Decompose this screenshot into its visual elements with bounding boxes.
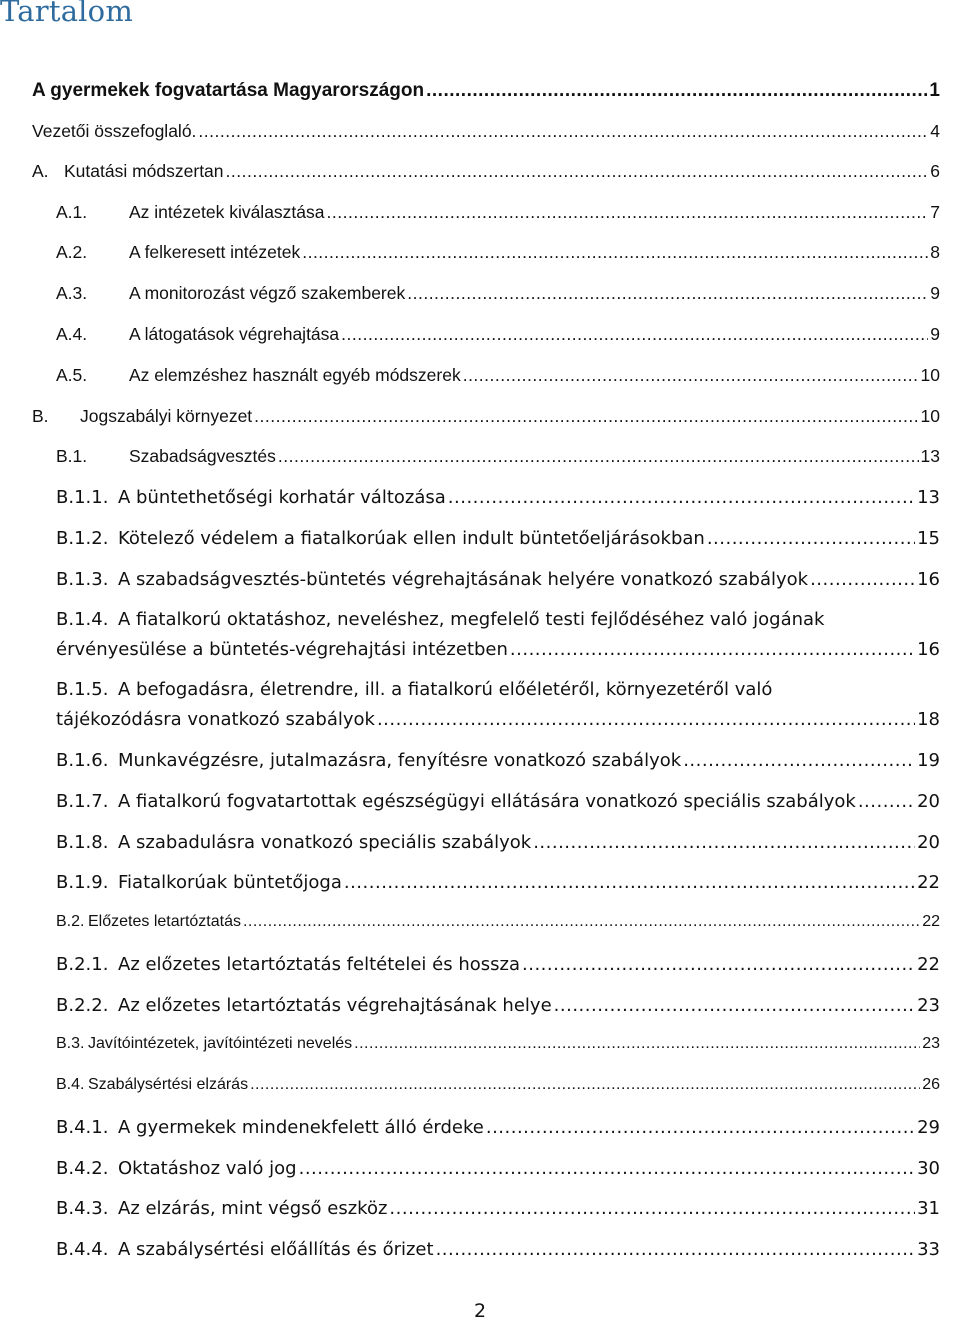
dot-leader [707,528,915,549]
toc-entry-number: B.4.1. [56,1117,109,1138]
toc-entry-title: Oktatáshoz való jog [118,1158,297,1179]
toc-entry-number: B.2.1. [56,954,109,975]
toc-entry-page: 16 [917,569,940,590]
toc-entry-page: 7 [930,202,940,222]
toc-entry[interactable] [32,80,940,110]
toc-entry-number: B.1.7. [56,791,109,812]
toc-entry-title: Munkavégzésre, jutalmazásra, fenyítésre vonatkozó szabályok [118,750,682,771]
toc-entry-title: Vezetői összefoglaló. [32,121,197,141]
toc-entry-page: 9 [930,324,940,344]
toc-entry-page: 23 [917,995,940,1016]
toc-entry[interactable] [56,1035,940,1065]
toc-entry-title: Az előzetes letartóztatás feltételei és hossza [118,954,520,975]
toc-entry[interactable] [56,1158,940,1188]
toc-entry[interactable] [56,872,940,902]
toc-entry-number: B. [32,406,49,426]
toc-entry-page: 18 [917,709,940,730]
dot-leader [810,569,915,590]
toc-entry-title: A fiatalkorú fogvatartottak egészségügyi ellátására vonatkozó speciális szabályok [118,791,856,812]
toc-entry-title: A szabadulásra vonatkozó speciális szabályok [118,832,532,853]
dot-leader [299,1158,916,1179]
toc-entry[interactable] [56,242,940,272]
toc-entry-number: B.1. [56,446,88,466]
toc-entry-number: A. [32,161,49,181]
toc-entry-title: Kutatási módszertan [64,161,224,181]
toc-entry-title-line1: A fiatalkorú oktatáshoz, neveléshez, megfelelő testi fejlődéséhez való jogának [118,609,825,630]
toc-entry[interactable] [56,995,940,1025]
toc-entry-title: Az intézetek kiválasztása [129,202,325,222]
dot-leader [226,161,929,182]
dot-leader [510,639,915,660]
toc-entry-number: B.1.6. [56,750,109,771]
toc-entry-page: 15 [917,528,940,549]
toc-entry-number: A.3. [56,283,88,303]
toc-entry-number: B.1.3. [56,569,109,590]
toc-entry-number: B.1.2. [56,528,109,549]
dot-leader [344,872,915,893]
dot-leader [254,406,918,427]
toc-entry-title: A szabálysértési előállítás és őrizet [118,1239,434,1260]
toc-entry-page: 13 [917,487,940,508]
toc-entry[interactable] [56,639,940,669]
toc-entry-number: B.2.2. [56,995,109,1016]
toc-entry-title: A monitorozást végző szakemberek [129,283,406,303]
toc-heading: Tartalom [0,0,134,28]
dot-leader [533,832,915,853]
toc-entry-page: 4 [930,121,940,141]
toc-entry-number: B.4.4. [56,1239,109,1260]
dot-leader [302,242,928,263]
toc-entry-title: tájékozódásra vonatkozó szabályok [56,709,375,730]
dot-leader [377,709,915,730]
toc-entry[interactable] [32,161,940,191]
toc-entry[interactable] [56,1198,940,1228]
toc-entry[interactable] [56,487,940,517]
toc-entry-number: B.1.9. [56,872,109,893]
toc-entry-number: B.2. [56,913,85,930]
toc-entry-number: A.1. [56,202,88,222]
toc-entry-title-line1: A befogadásra, életrendre, ill. a fiatalkorú előéletéről, környezetéről való [118,679,773,700]
toc-entry-title: Kötelező védelem a fiatalkorúak ellen indult büntetőeljárásokban [118,528,705,549]
toc-entry-page: 13 [920,446,940,466]
toc-entry[interactable] [56,954,940,984]
toc-entry-title: Fiatalkorúak büntetőjoga [118,872,342,893]
toc-entry-page: 31 [917,1198,940,1219]
dot-leader [858,791,915,812]
toc-entry[interactable] [56,528,940,558]
toc-entry-number: B.1.4. [56,609,109,630]
toc-entry-title: A büntethetőségi korhatár változása [118,487,446,508]
toc-entry-page: 23 [922,1035,940,1052]
toc-entry-page: 8 [930,242,940,262]
toc-entry-title: érvényesülése a büntetés-végrehajtási intézetben [56,639,508,660]
dot-leader [522,954,915,975]
toc-entry[interactable] [56,446,940,476]
toc-entry-page: 16 [917,639,940,660]
dot-leader [341,324,928,345]
toc-entry[interactable] [56,569,940,599]
dot-leader [436,1239,916,1260]
toc-entry-number: B.1.8. [56,832,109,853]
toc-entry-page: 33 [917,1239,940,1260]
toc-entry-page: 19 [917,750,940,771]
toc-entry-page: 22 [917,872,940,893]
toc-entry-page: 22 [917,954,940,975]
toc-entry-page: 30 [917,1158,940,1179]
toc-entry[interactable] [56,324,940,354]
toc-entry-title: A látogatások végrehajtása [129,324,340,344]
toc-entry[interactable] [32,121,940,151]
toc-entry-title: Javítóintézetek, javítóintézeti nevelés [88,1035,353,1052]
toc-entry-line1[interactable] [56,679,940,709]
dot-leader [463,365,919,386]
toc-entry-page: 6 [930,161,940,181]
dot-leader [448,487,915,508]
toc-entry-number: B.4. [56,1076,85,1093]
dot-leader [486,1117,915,1138]
toc-entry-number: B.1.1. [56,487,109,508]
toc-entry-page: 1 [929,80,940,101]
toc-entry-page: 22 [922,913,940,930]
dot-leader [554,995,915,1016]
toc-entry-number: A.5. [56,365,88,385]
toc-entry-title: Szabadságvesztés [129,446,276,466]
dot-leader [278,446,919,467]
toc-entry-line1[interactable] [56,609,940,639]
toc-entry[interactable] [56,709,940,739]
toc-entry-title: Előzetes letartóztatás [88,913,241,930]
dot-leader [407,283,928,304]
toc-entry[interactable] [56,365,940,395]
toc-entry-page: 20 [917,791,940,812]
dot-leader [389,1198,915,1219]
toc-entry-title: Az előzetes letartóztatás végrehajtásának helye [118,995,552,1016]
toc-entry-number: B.4.2. [56,1158,109,1179]
toc-entry[interactable] [56,750,940,780]
toc-entry-page: 10 [920,406,940,426]
toc-entry[interactable] [32,406,940,436]
toc-entry-page: 10 [920,365,940,385]
toc-entry[interactable] [56,791,940,821]
toc-entry-title: A gyermekek fogvatartása Magyarországon [32,80,425,101]
dot-leader [327,202,929,223]
dot-leader [426,80,927,102]
toc-entry-page: 20 [917,832,940,853]
toc-entry[interactable] [56,1117,940,1147]
toc-entry[interactable] [56,283,940,313]
dot-leader [250,1076,920,1094]
toc-entry[interactable] [56,913,940,943]
toc-entry[interactable] [56,202,940,232]
toc-entry[interactable] [56,1239,940,1269]
toc-entry-page: 29 [917,1117,940,1138]
toc-entry-title: A szabadságvesztés-büntetés végrehajtásának helyére vonatkozó szabályok [118,569,809,590]
toc-entry-title: A felkeresett intézetek [129,242,301,262]
toc-entry-title: Az elemzéshez használt egyéb módszerek [129,365,461,385]
dot-leader [198,121,928,142]
dot-leader [683,750,915,771]
dot-leader [243,913,920,931]
toc-entry-number: B.1.5. [56,679,109,700]
dot-leader [354,1035,920,1053]
toc-entry[interactable] [56,1076,940,1106]
toc-entry-number: B.3. [56,1035,85,1052]
toc-entry-page: 9 [930,283,940,303]
toc-entry-title: Szabálysértési elzárás [88,1076,249,1093]
toc-entry-number: A.2. [56,242,88,262]
toc-entry-number: B.4.3. [56,1198,109,1219]
toc-entry-page: 26 [922,1076,940,1093]
toc-entry-title: Jogszabályi környezet [80,406,253,426]
toc-entry-number: A.4. [56,324,88,344]
toc-entry[interactable] [56,832,940,862]
page-number: 2 [473,1300,487,1322]
toc-entry-title: A gyermekek mindenekfelett álló érdeke [118,1117,484,1138]
toc-entry-title: Az elzárás, mint végső eszköz [118,1198,388,1219]
